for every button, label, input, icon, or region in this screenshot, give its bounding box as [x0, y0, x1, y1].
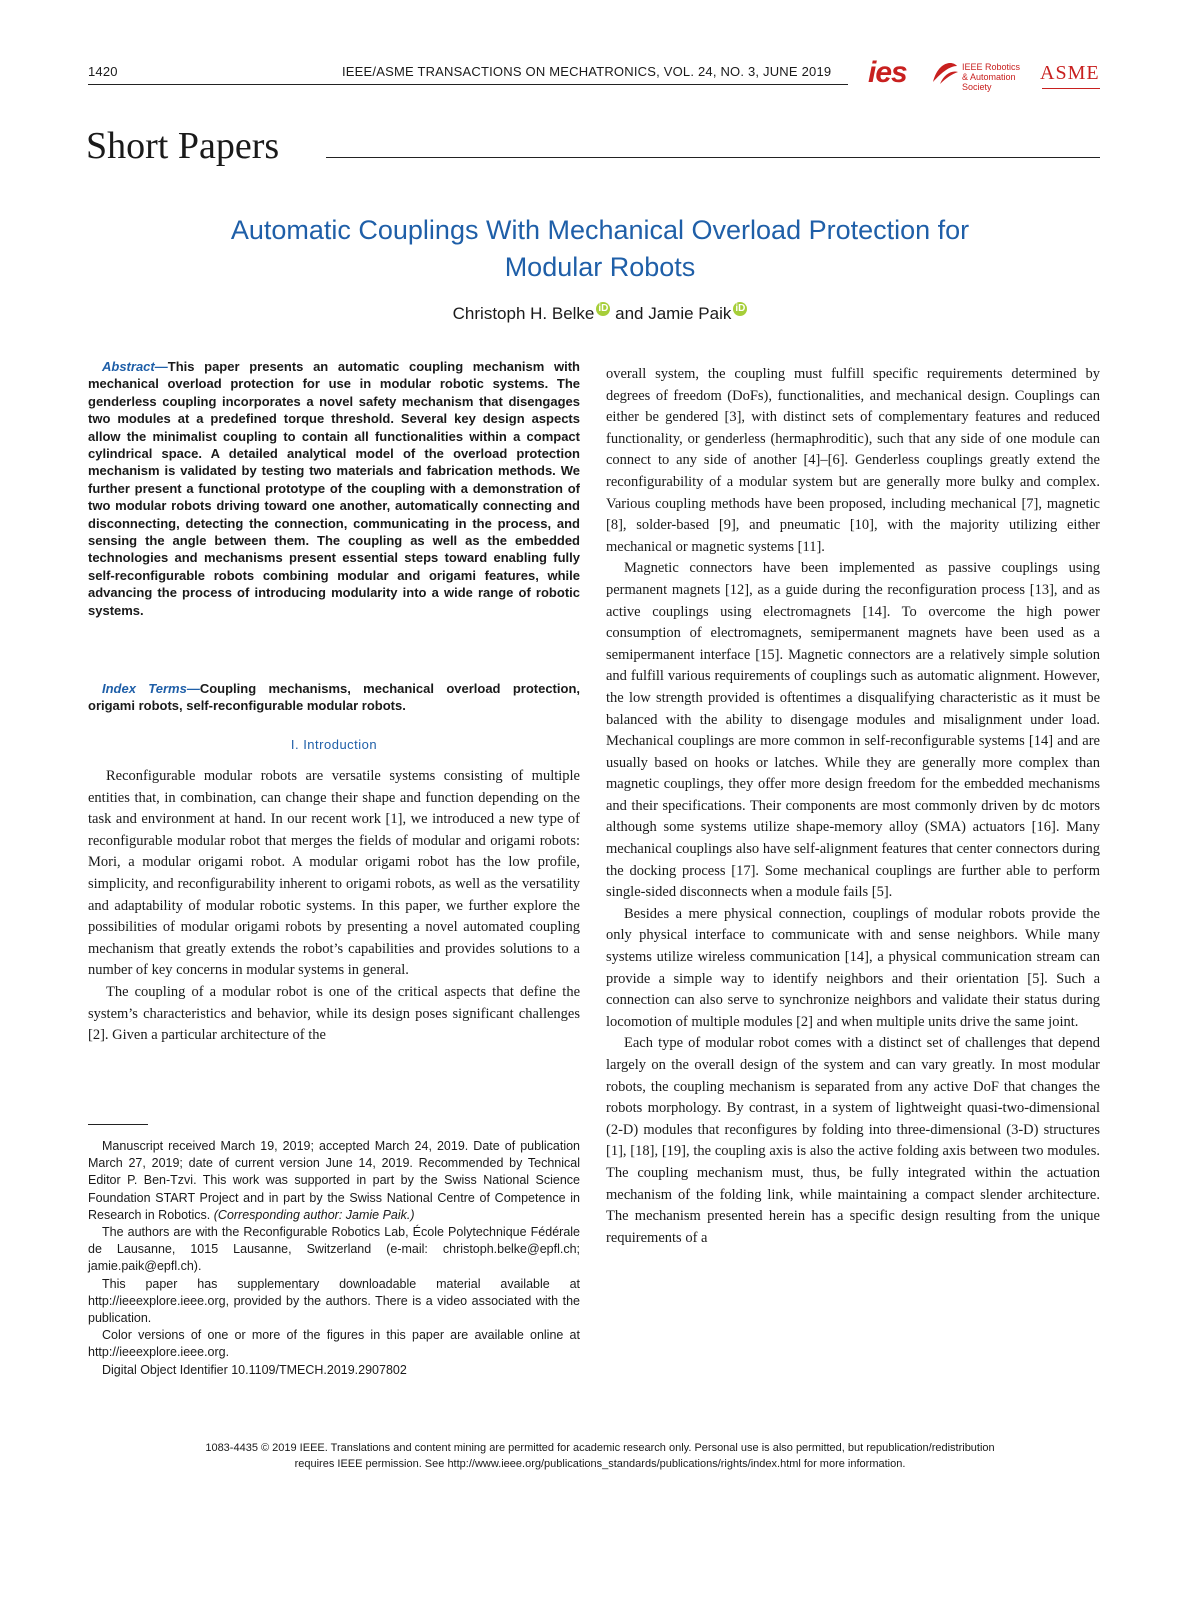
- body-paragraph: Each type of modular robot comes with a distinct set of challenges that depend largely on the overall design of the system and can vary greatly. In most modular robots, the coupling mechanism is separated from any active DoF that changes the robots morphology. By contrast, in a system of lightweight quasi-two-dimensional (2-D) modules that reconfigures by folding into three-dimensional (3-D) structures [1], [18], [19], the coupling axis is also the active folding axis between two modules. The coupling mechanism must, thus, be fully integrated within the actuation mechanism of the folding link, while maintaining a compact slender architecture. The mechanism presented herein has a specific design resulting from the unique requirements of a: [606, 1035, 1100, 1246]
- orcid-icon[interactable]: iD: [735, 303, 746, 314]
- index-terms-label: Index Terms—: [102, 681, 200, 696]
- index-terms: [88, 680, 580, 715]
- index-terms-text: Coupling mechanisms, mechanical overload protection, origami robots, self-reconfigurable modular robots.: [88, 681, 580, 714]
- footnote-rule: [88, 1124, 148, 1125]
- footnote-corresponding-author: (Corresponding author: Jamie Paik.): [210, 1207, 415, 1222]
- footnote-affiliation: The authors are with the Reconfigurable Robotics Lab, École Polytechnique Fédérale de Lausanne, 1015 Lausanne, Switzerland (e-mail: christoph.belke@epfl.ch; jamie.paik@epfl.ch).: [88, 1225, 580, 1274]
- copyright-line-2: requires IEEE permission. See http://www.ieee.org/publications_standards/publications/rights/index.html for more information.: [294, 1458, 906, 1470]
- author-2: Jamie Paik: [648, 304, 732, 323]
- author-1: Christoph H. Belke: [452, 304, 595, 323]
- body-paragraph: overall system, the coupling must fulfill specific requirements determined by degrees of freedom (DoFs), functionalities, and mechanical design. Couplings can either be gendered [3], with distinct sets of complementary features and reduced functionality, or genderless (hermaphroditic), such that any side of one module can connect to any side of another [4]–[6]. Genderless couplings greatly extend the reconfigurability of a modular system but are generally more bulky and complex. Various coupling methods have been proposed, including mechanical [7], magnetic [8], solder-based [9], and pneumatic [10], with the majority utilizing either mechanical or magnetic systems [11].: [606, 366, 1100, 555]
- introduction-body: [88, 766, 580, 1047]
- footnote-doi: Digital Object Identifier 10.1109/TMECH.2019.2907802: [102, 1362, 407, 1377]
- ras-logo-line-3: Society: [962, 82, 992, 92]
- paper-title: [100, 212, 1100, 286]
- abstract-text: This paper presents an automatic coupling mechanism with mechanical overload protection for use in modular robotic systems. The genderless coupling incorporates a novel safety mechanism that disengages two modules at a predefined torque threshold. Several key design aspects allow the minimalist coupling to contain all functionalities within a compact cylindrical space. A detailed analytical model of the overload protection mechanism is validated by testing two materials and fabrication methods. We further present a functional prototype of the coupling with a demonstration of two modular robots driving toward one another, automatically connecting and disconnecting, detecting the connection, communicating in the process, and sensing the angle between them. The coupling as well as the embedded technologies and mechanisms present essential steps toward enabling fully self-reconfigurable robots combining modular and origami features, while advancing the process of introducing modularity into a wide range of robotic systems.: [88, 359, 580, 618]
- ras-logo-text: [962, 62, 1020, 92]
- ras-logo-line-1: IEEE Robotics: [962, 62, 1021, 72]
- ras-logo-line-2: & Automation: [962, 72, 1016, 82]
- journal-header: IEEE/ASME TRANSACTIONS ON MECHATRONICS, VOL. 24, NO. 3, JUNE 2019: [342, 64, 832, 79]
- section-heading: Short Papers: [86, 125, 280, 167]
- section-heading-rule: [326, 157, 1100, 158]
- orcid-icon[interactable]: iD: [598, 303, 609, 314]
- author-separator: and: [610, 304, 649, 323]
- right-column-body: [606, 364, 1100, 1249]
- introduction-heading: I. Introduction: [290, 737, 378, 752]
- footnote: [88, 1138, 580, 1379]
- ras-logo-icon: [930, 58, 960, 88]
- body-paragraph: Reconfigurable modular robots are versatile systems consisting of multiple entities that, in combination, can change their shape and function depending on the task and environment at hand. In our recent work [1], we introduced a new type of reconfigurable modular robot that merges the fields of modular and origami robots: Mori, a modular origami robot. A modular origami robot has the low profile, simplicity, and reconfigurability inherent to origami robots, as well as the versatility and adaptability of modular robotic systems. In this paper, we further explore the possibilities of modular origami robots by presenting a novel automated coupling mechanism that greatly extends the robot’s capabilities and provides solutions to a number of key concerns in modular systems in general.: [88, 768, 580, 979]
- body-paragraph: Magnetic connectors have been implemented as passive couplings using permanent magnets [12], as a guide during the reconfiguration process [13], and as active couplings using electromagnets [14]. To overcome the high power consumption of electromagnets, semipermanent magnets have been used as a semipermanent interface [15]. Magnetic connectors are a relatively simple solution and fulfill various requirements of couplings such as automatic alignment. However, the low strength provided is oftentimes a disqualifying characteristic as it must be balanced with the ability to disengage modules and misalignment under load. Mechanical couplings are more common in self-reconfigurable systems [14] and are usually based on hooks or latches. While they are generally more complex than magnetic couplings, they offer more design freedom for the embedded mechanisms and their specifications. Their components are most commonly driven by dc motors although some systems utilize shape-memory alloy (SMA) actuators [16]. Many mechanical couplings also have self-alignment features that center connectors during the docking process [17]. Some mechanical couplings are further able to perform single-sided disconnects when a module fails [5].: [606, 560, 1100, 901]
- paper-title-line-2: Modular Robots: [504, 252, 696, 282]
- copyright-notice: [60, 1440, 1140, 1472]
- body-paragraph: The coupling of a modular robot is one of the critical aspects that define the system’s characteristics and behavior, while its design poses significant challenges [2]. Given a particular architecture of the: [88, 983, 580, 1044]
- asme-logo: ASME: [1040, 62, 1100, 84]
- abstract: [88, 358, 580, 619]
- asme-logo-underline: [1042, 88, 1100, 89]
- page-number: 1420: [88, 64, 118, 79]
- author-list: [100, 302, 1100, 324]
- copyright-line-1: 1083-4435 © 2019 IEEE. Translations and content mining are permitted for academic research only. Personal use is also permitted, but republication/redistribution: [205, 1442, 995, 1454]
- paper-title-line-1: Automatic Couplings With Mechanical Overload Protection for: [230, 215, 970, 245]
- footnote-manuscript-text: Manuscript received March 19, 2019; accepted March 24, 2019. Date of publication March 27, 2019; date of current version June 14, 2019. Recommended by Technical Editor P. Ben-Tzvi. This work was supported in part by the Swiss National Science Foundation START Project and in part by the Swiss National Centre of Competence in Research in Robotics.: [88, 1139, 580, 1222]
- header-rule: [88, 84, 848, 85]
- ies-logo: ies: [868, 56, 907, 89]
- footnote-color-versions: Color versions of one or more of the figures in this paper are available online at http://ieeexplore.ieee.org.: [88, 1328, 580, 1360]
- abstract-label: Abstract—: [102, 359, 168, 374]
- footnote-manuscript: [88, 1138, 580, 1224]
- footnote-supplementary: This paper has supplementary downloadable material available at http://ieeexplore.ieee.org, provided by the authors. There is a video associated with the publication.: [88, 1276, 580, 1326]
- body-paragraph: Besides a mere physical connection, couplings of modular robots provide the only physical interface to communicate with and sense neighbors. While many systems utilize wireless communication [14], a physical communication stream can provide a simple way to identify neighbors and their orientation [5]. Such a connection can also serve to synchronize neighbors and validate their status during locomotion of multiple modules [2] and when multiple units drive the same joint.: [606, 905, 1100, 1030]
